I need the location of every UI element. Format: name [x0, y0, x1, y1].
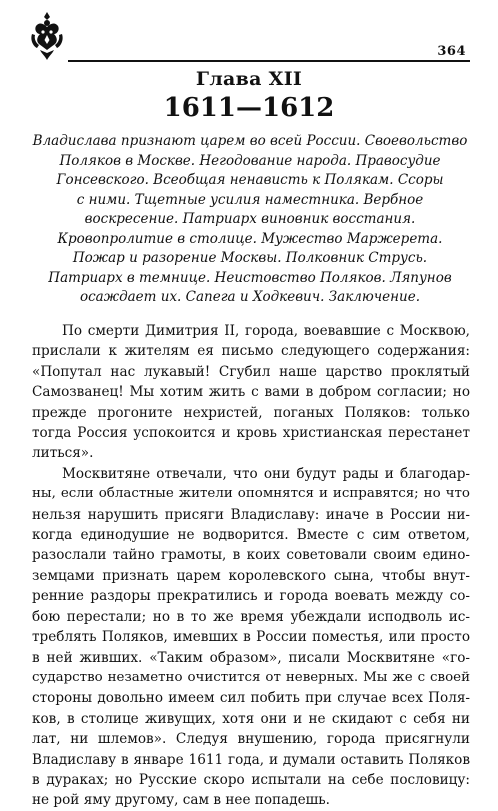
text-line: «Попутал нас лукавый! Сгубил наше царство проклятый — [32, 363, 470, 380]
header-rule — [68, 60, 470, 62]
chapter-years: 1611—1612 — [163, 93, 335, 123]
text-line: земцами признать царем королевского сына, чтобы внут- — [32, 567, 470, 584]
summary-line: Пожар и разорение Москвы. Полковник Струсь. — [72, 250, 428, 266]
text-line: По смерти Димитрия II, города, воевавшие с Москвою, — [62, 323, 470, 339]
paragraph — [32, 464, 470, 811]
text-line: когда единодушие не водворится. Вместе с сим ответом, — [32, 527, 470, 544]
chapter-title: Глава XII — [195, 68, 303, 90]
text-line: прислали к жителям ея письмо следующего содержания: — [32, 343, 470, 360]
text-line: литься». — [32, 445, 94, 462]
summary-line: Кровопролитие в столице. Мужество Маржерета. — [57, 230, 443, 247]
text-line: Самозванец! Мы хотим жить с вами в добром согласии; но — [32, 384, 470, 401]
text-line: в дураках; но Русские скоро испытали на себе пословицу: — [32, 771, 470, 788]
summary-line: воскресение. Патриарх виновник восстания. — [84, 211, 416, 227]
text-line: треблять Поляков, имевших в России поместья, или просто — [32, 629, 470, 646]
text-line: разослали тайно грамоты, в коих советовали своим едино- — [32, 547, 470, 564]
summary-line: Поляков в Москве. Негодование народа. Правосудие — [59, 152, 441, 169]
heraldic-ornament-icon — [28, 10, 66, 62]
text-line: нельзя нарушить присяги Владиславу: иначе в России ни- — [32, 506, 470, 523]
summary-line: осаждает их. Сапега и Ходкевич. Заключение. — [79, 289, 420, 305]
text-line: Москвитяне отвечали, что они будут рады и благодар- — [62, 465, 470, 482]
text-line: ков, в столице живущих, хотя они и не скидают с себя ни — [32, 710, 470, 727]
text-line: лат, ни шлемов». Следуя внушению, города присягнули — [32, 731, 470, 748]
text-line: прежде прогоните нехристей, поганых Поляков: только — [32, 404, 470, 421]
summary-line: Патриарх в темнице. Неистовство Поляков. Ляпунов — [48, 269, 452, 286]
summary-line: с ними. Тщетные усилия наместника. Вербное — [76, 191, 424, 208]
page-number: 364 — [437, 44, 466, 59]
text-line: стороны довольно имеем сил побить при случае всех Поля- — [32, 690, 470, 707]
text-line: не рой яму другому, сам в нее попадешь. — [32, 792, 330, 809]
paragraph — [32, 321, 470, 464]
text-line: сударство незаметно очистится от неверных. Мы же с своей — [32, 669, 470, 685]
summary-line: Владислава признают царем во всей России. Своевольство — [32, 133, 468, 149]
text-line: Владиславу в январе 1611 года, и думали оставить Поляков — [32, 751, 470, 768]
text-line: ренние раздоры прекратились и города воевать между со- — [32, 588, 470, 605]
text-line: ны, если областные жители опомнятся и исправятся; но что — [32, 486, 470, 502]
chapter-summary — [30, 132, 470, 308]
text-line: бою перестали; но в то же время убеждали исподволь ис- — [32, 608, 470, 625]
text-line: тогда Россия успокоится и кровь христианская перестанет — [32, 425, 470, 442]
text-line: в ней живших. «Таким образом», писали Москвитяне «го- — [32, 649, 470, 666]
summary-line: Гонсевского. Всеобщая ненависть к Полякам. Ссоры — [56, 172, 444, 188]
body-text — [32, 321, 470, 811]
